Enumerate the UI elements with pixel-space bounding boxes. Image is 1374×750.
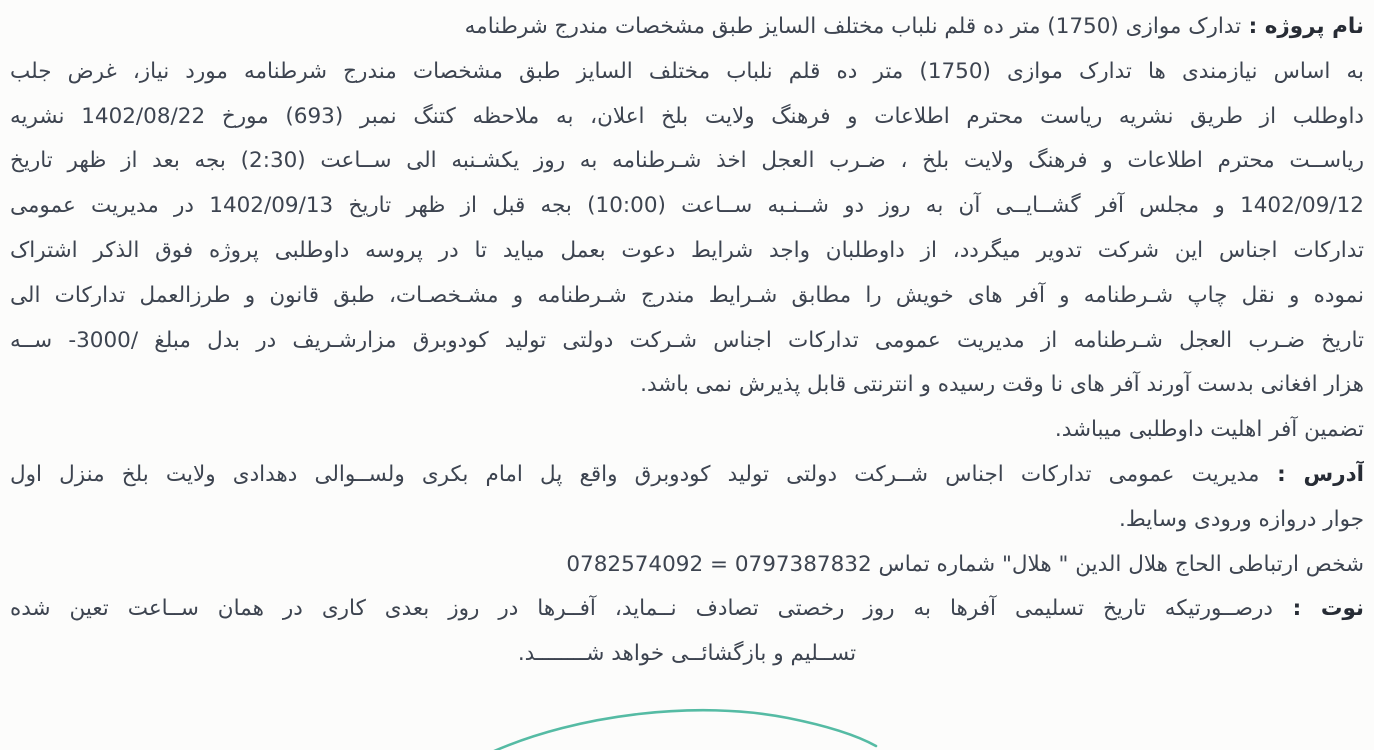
doc-line-closing	[10, 632, 1364, 677]
doc-line-address	[10, 453, 1364, 498]
doc-line	[10, 319, 1364, 364]
doc-line	[10, 363, 1364, 408]
body-text: تدارکات اجناس این شرکت تدویر میگردد، از داوطلبان واجد شرایط دعوت بعمل میاید تا در پروسه داوطلبی پروژه فوق الذکر اشتراک	[10, 237, 1364, 263]
body-text: جوار دروازه ورودی وسایط.	[1119, 506, 1364, 532]
address-text: مدیریت عمومی تدارکات اجناس شــرکت دولتی تولید کودوبرق واقع پل امام بکری ولســوالی دهدادی ولایت بلخ منزل اول	[10, 461, 1260, 487]
address-label: آدرس :	[1259, 461, 1364, 487]
note-label: نوت :	[1272, 596, 1364, 622]
body-text: هزار افغانی بدست آورند آفر های نا وقت رسیده و انترنتی قابل پذیرش نمی باشد.	[640, 372, 1364, 398]
body-text: به اساس نیازمندی ها تدارک موازی (1750) متر ده قلم نلباب مختلف السایز طبق مشخصات مندرج شرطنامه مورد نیاز، غرض جلب	[10, 58, 1364, 84]
body-text: داوطلب از طریق نشریه ریاست محترم اطلاعات و فرهنگ ولایت بلخ اعلان، به ملاحظه کتنگ نمبر (693) مورخ 1402/08/22 نشریه	[10, 103, 1364, 129]
doc-line	[10, 184, 1364, 229]
note-text: درصــورتیکه تاریخ تسلیمی آفرها به روز رخصتی تصادف نــماید، آفــرها در روز بعدی کاری در همان ســاعت تعین شده	[10, 596, 1273, 622]
doc-line-bid-security	[10, 408, 1364, 453]
doc-line-project-name	[10, 5, 1364, 50]
doc-line	[10, 229, 1364, 274]
body-text: تاریخ ضـرب العجل شـرطنامه از مدیریت عمومی تدارکات اجناس شـرکت دولتی تولید کودوبرق مزارشـریف در بدل مبلغ /3000- ســه	[10, 327, 1364, 353]
closing-text: تســلیم و بازگشائــی خواهد شــــــــد.	[517, 641, 857, 667]
body-text: 1402/09/12 و مجلس آفر گشــایــی آن به روز دو شــنـبه ســاعت (10:00) بجه قبل از ظهر تاریخ 1402/09/13 در مدیریت عمومی	[10, 193, 1364, 219]
contact-text: شخص ارتباطی الحاج هلال الدین " هلال" شماره تماس 0797387832 = 0782574092	[566, 551, 1364, 577]
project-name-text: تدارک موازی (1750) متر ده قلم نلباب مختلف السایز طبق مشخصات مندرج شرطنامه	[464, 14, 1242, 39]
body-text: تضمین آفر اهلیت داوطلبی میباشد.	[1054, 417, 1364, 443]
doc-line	[10, 274, 1364, 319]
body-text: نموده و نقل چاپ شـرطنامه و آفر های خویش را مطابق شـرایط مندرج شـرطنامه و مشـخصـات، طبق قانون و طرزالعمل تدارکات الی	[10, 282, 1364, 308]
doc-line-note	[10, 587, 1364, 632]
doc-line	[10, 95, 1364, 140]
body-text: ریاســت محترم اطلاعات و فرهنگ ولایت بلخ ، ضـرب العجل اخذ شـرطنامه به روز یکشـنبه الی ســاعت (2:30) بجه بعد از ظهر تاریخ	[10, 148, 1364, 174]
doc-line-contact	[10, 543, 1364, 588]
doc-line	[10, 498, 1364, 543]
project-name-label: نام پروژه :	[1241, 14, 1364, 39]
doc-line	[10, 139, 1364, 184]
doc-line	[10, 50, 1364, 95]
